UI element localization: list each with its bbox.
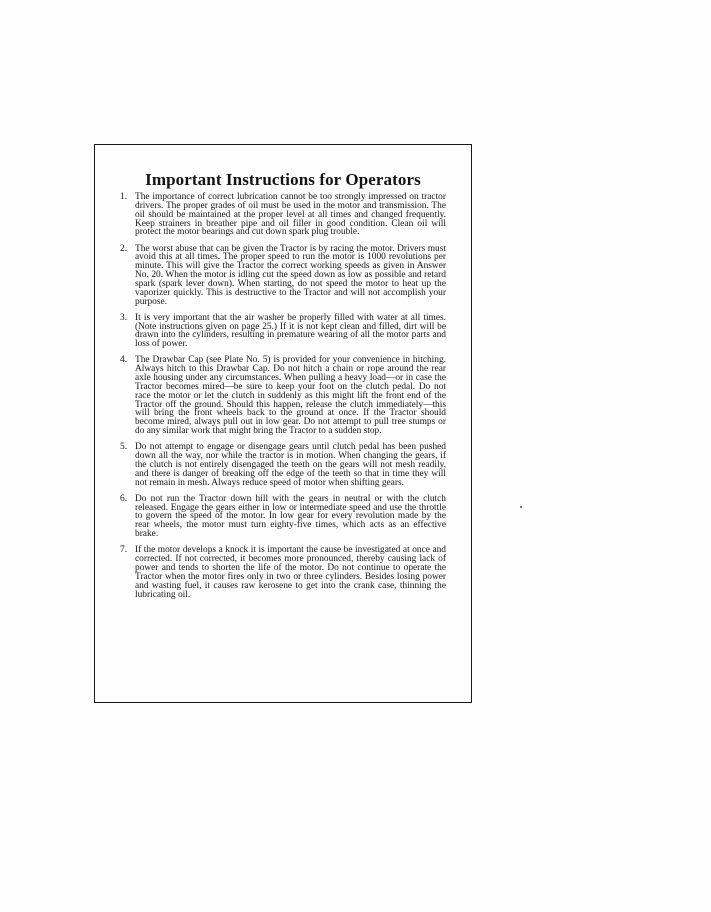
instruction-number: 3.	[120, 312, 128, 323]
instruction-item-1	[120, 193, 446, 237]
instruction-text: It is very important that the air washer be properly filled with water at all times. (Note instructions given on page 25.) If it is not kept clean and filled, dirt will be drawn into the cylinders, resulting in premature wearing of all the motor parts and loss of power.	[135, 312, 446, 350]
instruction-text: Do not run the Tractor down hill with the gears in neutral or with the clutch released. Engage the gears either in low or intermediate speed and use the throttle to govern the speed of the motor. In low gear for every revolution made by the rear wheels, the motor must turn eighty-five times, which acts as an effective brake.	[135, 493, 446, 540]
instruction-text: The worst abuse that can be given the Tractor is by racing the motor. Drivers must avoid this at all times. The proper speed to run the motor is 1000 revolutions per minute. This will give the Tractor the correct working speeds as given in Answer No. 20. When the motor is idling cut the speed down as low as possible and retard spark (spark lever down). When starting, do not speed the motor to heat up the vaporizer quickly. This is destructive to the Tractor and will not accomplish your purpose.	[135, 243, 446, 307]
instruction-item-3	[120, 314, 446, 349]
instruction-number: 1.	[120, 192, 128, 202]
instruction-text: The importance of correct lubrication cannot be too strongly impressed on tractor drivers. The proper grades of oil must be used in the motor and transmission. The oil should be maintained at the proper level at all times and changed frequently. Keep strainers in breather pipe and oil filler in good condition. Clean oil will protect the motor bearings and cut down spark plug trouble.	[135, 192, 446, 238]
instruction-text: If the motor develops a knock it is important the cause be investigated at once and corrected. If not corrected, it becomes more pronounced, thereby causing lack of power and tends to shorten the life of the motor. Do not continue to operate the Tractor when the motor fires only in two or three cylinders. Besides losing power and wasting fuel, it causes raw kerosene to get into the crank case, thinning the lubricating oil.	[135, 545, 446, 600]
instruction-text: Do not attempt to engage or disengage gears until clutch pedal has been pushed down all the way, nor while the tractor is in motion. When changing the gears, if the clutch is not entirely disengaged the teeth on the gears will not mesh readily, and there is danger of breaking off the edge of the teeth so that in time they will not remain in mesh. Always reduce speed of motor when shifting gears.	[135, 442, 446, 488]
instruction-number: 7.	[120, 545, 128, 556]
instruction-item-2	[120, 245, 446, 307]
instruction-number: 5.	[120, 442, 128, 453]
instruction-item-4	[120, 356, 446, 436]
instruction-item-5	[120, 443, 446, 487]
instruction-item-6	[120, 495, 446, 539]
instruction-item-7	[120, 546, 446, 599]
document-title	[0, 170, 711, 190]
instruction-number: 6.	[120, 493, 128, 504]
instruction-number: 2.	[120, 243, 128, 254]
instruction-number: 4.	[120, 355, 128, 366]
instruction-list	[120, 193, 446, 607]
instruction-text: The Drawbar Cap (see Plate No. 5) is provided for your convenience in hitching. Always hitch to this Drawbar Cap. Do not hitch a chain or rope around the rear axle housing under any circumstances. When pulling a heavy load—or in case the Tractor becomes mired—be sure to keep your foot on the clutch pedal. Do not race the motor or let the clutch in suddenly as this might lift the front end of the Tractor off the ground. Should this happen, release the clutch immediately—this will bring the front wheels back to the ground at once. If the Tractor should become mired, always pull out in low gear. Do not attempt to pull tree stumps or do any similar work that might bring the Tractor to a sudden stop.	[135, 355, 446, 437]
document-title-text: Important Instructions for Operators	[145, 170, 421, 189]
scan-speck	[520, 506, 522, 508]
